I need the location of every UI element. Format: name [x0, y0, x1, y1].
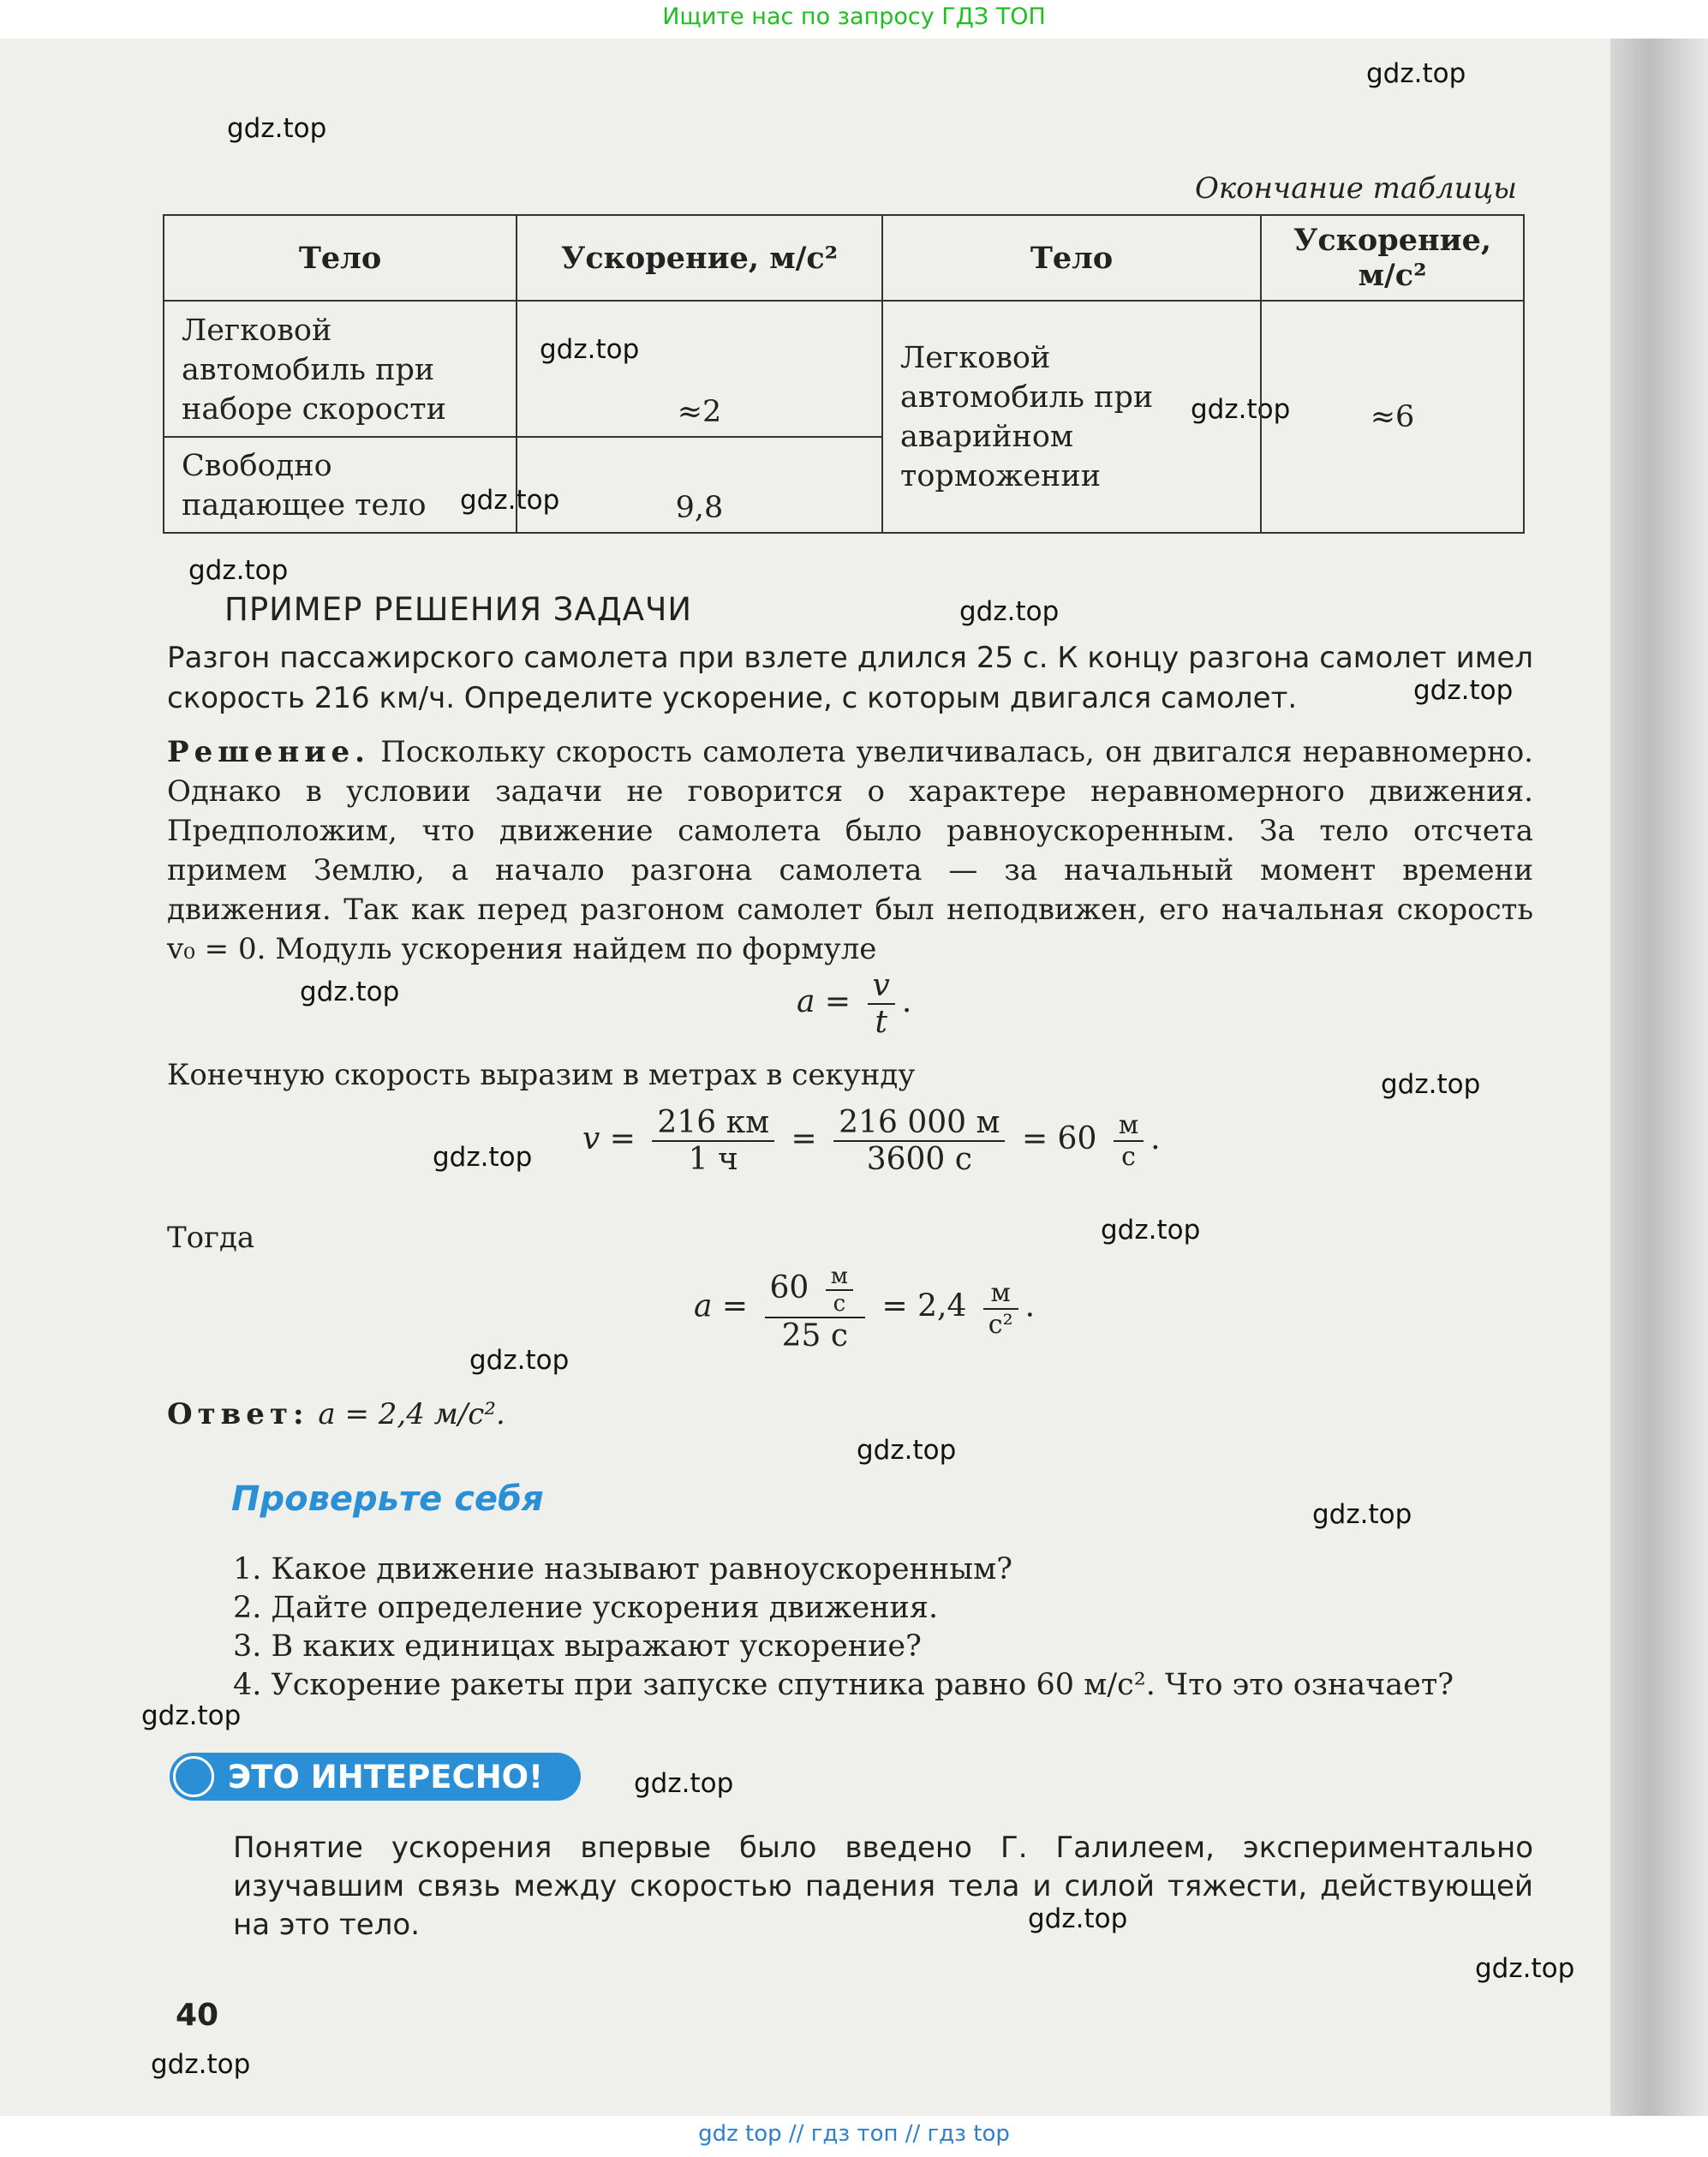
fraction-numerator: м — [983, 1278, 1018, 1310]
watermark: gdz.top — [1413, 675, 1514, 706]
book-spine-shadow — [1610, 39, 1708, 2116]
watermark: gdz.top — [1191, 394, 1291, 425]
formula-velocity: v = $\frac{216 км}{1 ч}$ = $\frac{216 000 м}{3600 с}$ = 60 $\frac{м}{с}$ . — [582, 1105, 1161, 1177]
then-text: Тогда — [167, 1221, 255, 1255]
watermark: gdz.top — [959, 596, 1060, 627]
problem-text: Разгон пассажирского самолета при взлете длился 25 с. К концу разгона самолет имел скорость 216 км/ч. Определите ускорение, с которым двигался самолет. — [167, 641, 1533, 715]
table-cell: Свободно падающее тело — [164, 437, 517, 533]
fraction-denominator: с — [1121, 1142, 1136, 1172]
column-header: Тело — [164, 215, 517, 301]
table-row — [164, 301, 1524, 437]
watermark: gdz.top — [1475, 1953, 1575, 1984]
fraction-numerator: м — [1114, 1110, 1144, 1142]
convert-text: Конечную скорость выразим в метрах в секунду — [167, 1058, 916, 1092]
watermark: gdz.top — [634, 1768, 734, 1799]
watermark: gdz.top — [1101, 1215, 1201, 1246]
solution-paragraph — [167, 732, 1533, 969]
fraction — [765, 1264, 866, 1353]
page-number: 40 — [176, 1998, 219, 2033]
fraction-denominator: 3600 с — [866, 1142, 972, 1177]
watermark: gdz.top — [141, 1700, 242, 1731]
table-cell: ≈2 — [517, 301, 882, 437]
watermark: gdz.top — [469, 1345, 570, 1376]
answer-value: a = 2,4 м/с². — [318, 1397, 505, 1431]
fraction-denominator: t — [875, 1005, 887, 1040]
answer-line — [167, 1395, 1533, 1434]
formula-result: = 2,4 — [881, 1288, 967, 1324]
equals-sign: = — [791, 1121, 817, 1156]
question-item: 3. В каких единицах выражают ускорение? — [233, 1629, 922, 1664]
watermark: gdz.top — [1312, 1499, 1412, 1530]
column-header: Тело — [882, 215, 1261, 301]
table-caption: Окончание таблицы — [1195, 171, 1517, 206]
fraction-numerator: v — [868, 968, 895, 1005]
watermark: gdz.top — [433, 1142, 533, 1173]
watermark: gdz.top — [460, 485, 560, 516]
watermark: gdz.top — [151, 2049, 251, 2080]
watermark: gdz.top — [188, 555, 289, 586]
unit-fraction — [983, 1278, 1018, 1340]
fraction-numerator — [765, 1264, 866, 1318]
fraction-denominator: 1 ч — [688, 1142, 738, 1177]
question-item: 2. Дайте определение ускорения движения. — [233, 1591, 939, 1625]
bottom-banner[interactable]: gdz top // гдз топ // гдз top — [698, 2121, 1010, 2147]
watermark: gdz.top — [1028, 1903, 1128, 1934]
fraction-numerator: 216 000 м — [833, 1105, 1005, 1142]
interesting-label: ЭТО ИНТЕРЕСНО! — [228, 1759, 544, 1796]
solution-label: Решение. — [167, 735, 370, 769]
fraction-numerator: м — [826, 1264, 853, 1291]
formula-lhs: v = — [582, 1121, 636, 1156]
acceleration-table — [163, 214, 1525, 534]
watermark: gdz.top — [1381, 1069, 1481, 1100]
watermark: gdz.top — [857, 1435, 957, 1466]
fraction — [833, 1105, 1005, 1177]
column-header: Ускорение, м/с² — [517, 215, 882, 301]
fraction — [652, 1105, 774, 1177]
watermark: gdz.top — [1366, 58, 1466, 89]
watermark: gdz.top — [540, 334, 640, 365]
solution-text: Поскольку скорость самолета увеличивалась, он двигался неравномерно. Однако в условии задачи не говорится о характере неравномерного движения. Предположим, что движение самолета было равноускоренным. За тело отсчета примем Землю, а начало разгона самолета — за начальный момент времени движения. Так как перед разгоном самолет был неподвижен, его начальная скорость v₀ = 0. Модуль ускорения найдем по формуле — [167, 735, 1533, 966]
top-banner[interactable]: Ищите нас по запросу ГДЗ ТОП — [662, 3, 1046, 30]
numerator-value: 60 — [769, 1270, 809, 1306]
check-yourself-title: Проверьте себя — [231, 1479, 544, 1519]
fraction — [868, 968, 895, 1040]
bullet-circle-icon — [173, 1756, 214, 1797]
column-header: Ускорение, м/с² — [1261, 215, 1524, 301]
fraction-numerator: 216 км — [652, 1105, 774, 1142]
unit-fraction — [826, 1264, 853, 1317]
watermark: gdz.top — [227, 113, 327, 144]
fraction-denominator: 25 с — [781, 1318, 848, 1353]
formula-lhs: a = — [797, 984, 851, 1019]
question-item: 4. Ускорение ракеты при запуске спутника равно 60 м/с². Что это означает? — [233, 1668, 1454, 1702]
table-cell: 9,8 — [517, 437, 882, 533]
table-header-row — [164, 215, 1524, 301]
unit-fraction — [1114, 1110, 1144, 1172]
answer-label: Ответ: — [167, 1397, 309, 1431]
table-cell: Легковой автомобиль при аварийном торможении — [882, 301, 1261, 533]
formula-result: = 60 — [1021, 1121, 1097, 1156]
formula-lhs: a = — [694, 1288, 749, 1324]
table-cell: ≈6 — [1261, 301, 1524, 533]
question-item: 1. Какое движение называют равноускоренным? — [233, 1552, 1013, 1586]
interesting-badge — [170, 1753, 581, 1801]
table-cell: Легковой автомобиль при наборе скорости — [164, 301, 517, 437]
fraction-denominator: с² — [988, 1309, 1013, 1340]
fraction-denominator: с — [833, 1291, 846, 1317]
section-title: ПРИМЕР РЕШЕНИЯ ЗАДАЧИ — [224, 591, 693, 628]
interesting-text: Понятие ускорения впервые было введено Г. Галилеем, экспериментально изучавшим связь между скоростью падения тела и силой тяжести, действующей на это тело. — [233, 1831, 1533, 1942]
formula-result-acceleration: a = 60 $\frac{м}{с}$ 25 с = 2,4 $\frac{м}{\text{с²}}$ . — [694, 1264, 1036, 1353]
watermark: gdz.top — [300, 977, 400, 1007]
formula-acceleration: a = $\frac{v}{t}$ . — [797, 968, 912, 1040]
